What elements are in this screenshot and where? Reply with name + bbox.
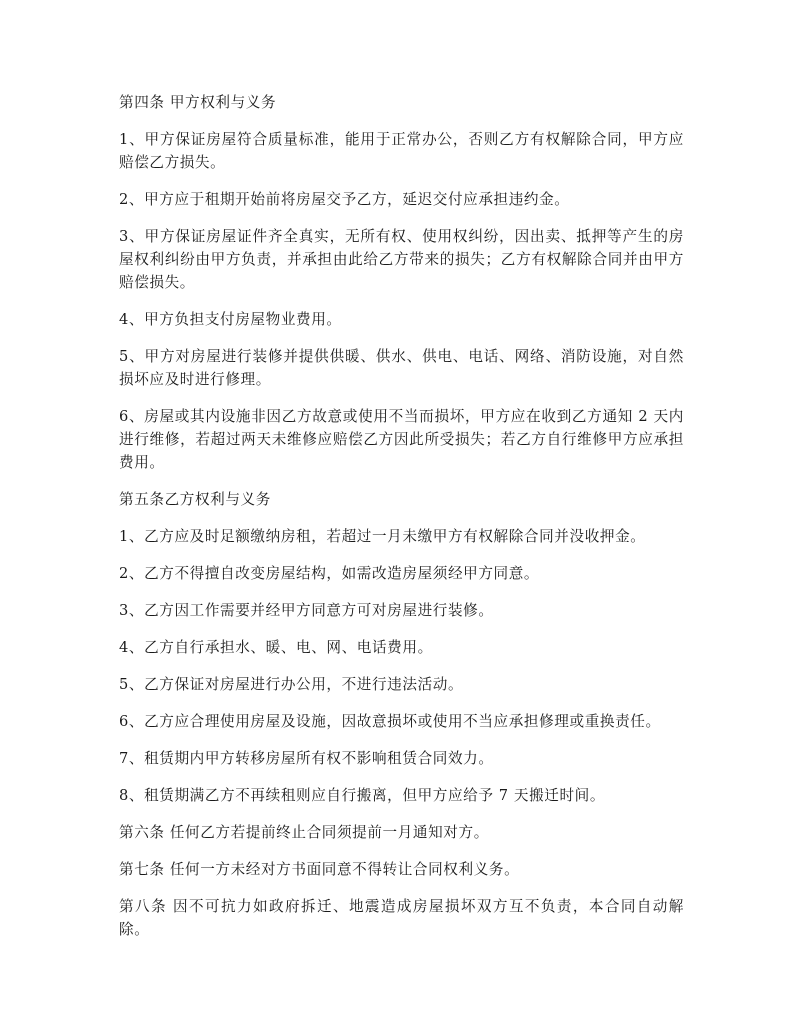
article-6-paragraph: 第六条 任何乙方若提前终止合同须提前一月通知对方。 [119,824,489,841]
article-4-clause-5: 5、甲方对房屋进行装修并提供供暖、供水、供电、电话、网络、消防设施，对自然损坏应及时进行修理。 [119,348,684,388]
article-4-clause-6: 6、房屋或其内设施非因乙方故意或使用不当而损坏，甲方应在收到乙方通知 2 天内进行维修，若超过两天未维修应赔偿乙方因此所受损失；若乙方自行维修甲方应承担费用。 [119,408,684,471]
article-8-paragraph: 第八条 因不可抗力如政府拆迁、地震造成房屋损坏双方互不负责，本合同自动解除。 [119,898,684,938]
article-5-clause-3: 3、乙方因工作需要并经甲方同意方可对房屋进行装修。 [119,602,494,619]
article-5-clause-5: 5、乙方保证对房屋进行办公用，不进行违法活动。 [119,676,464,693]
article-5-heading: 第五条乙方权利与义务 [119,491,271,508]
article-4-clause-4: 4、甲方负担支付房屋物业费用。 [119,311,342,328]
article-4-clause-1: 1、甲方保证房屋符合质量标准，能用于正常办公，否则乙方有权解除合同，甲方应赔偿乙方损失。 [119,131,684,171]
article-4-clause-3: 3、甲方保证房屋证件齐全真实，无所有权、使用权纠纷，因出卖、抵押等产生的房屋权利纠纷由甲方负责，并承担由此给乙方带来的损失；乙方有权解除合同并由甲方赔偿损失。 [119,228,684,291]
article-5-clause-1: 1、乙方应及时足额缴纳房租，若超过一月未缴甲方有权解除合同并没收押金。 [119,528,646,545]
article-5-clause-8: 8、租赁期满乙方不再续租则应自行搬离，但甲方应给予 7 天搬迁时间。 [119,787,606,804]
article-5-clause-7: 7、租赁期内甲方转移房屋所有权不影响租赁合同效力。 [119,750,494,767]
article-5-clause-4: 4、乙方自行承担水、暖、电、网、电话费用。 [119,639,433,656]
article-4-clause-2: 2、甲方应于租期开始前将房屋交予乙方，延迟交付应承担违约金。 [119,191,570,208]
document-body [119,91,684,955]
article-4-heading: 第四条 甲方权利与义务 [119,94,277,111]
article-7-paragraph: 第七条 任何一方未经对方书面同意不得转让合同权利义务。 [119,861,520,878]
article-5-clause-2: 2、乙方不得擅自改变房屋结构，如需改造房屋须经甲方同意。 [119,565,540,582]
article-5-clause-6: 6、乙方应合理使用房屋及设施，因故意损坏或使用不当应承担修理或重换责任。 [119,713,661,730]
